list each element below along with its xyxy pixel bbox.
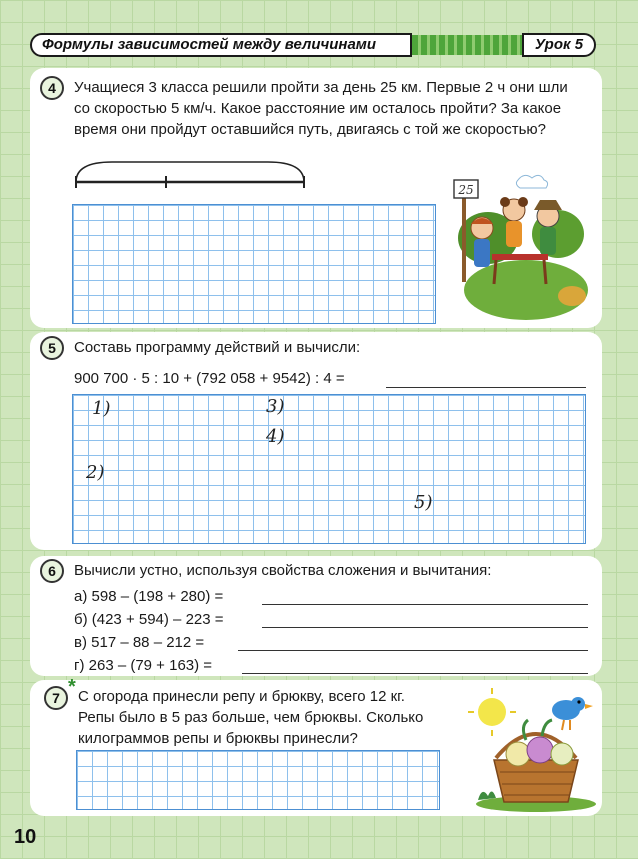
task-7-line-3: килограммов репы и брюквы принесли? bbox=[78, 730, 358, 747]
task-5-instruction: Составь программу действий и вычисли: bbox=[74, 339, 361, 356]
task-4-panel bbox=[30, 68, 602, 328]
header-stripe bbox=[412, 35, 522, 55]
task-6-number: 6 bbox=[40, 559, 64, 583]
task-5-panel bbox=[30, 332, 602, 550]
task-7-panel bbox=[30, 676, 602, 816]
task-7-line-2: Репы было в 5 раз больше, чем брюквы. Сколько bbox=[78, 709, 424, 726]
distance-segment-scheme bbox=[72, 156, 312, 192]
km-sign-number: 25 bbox=[458, 183, 474, 197]
task-7-number: 7 bbox=[44, 686, 68, 710]
task-5-answer-line[interactable] bbox=[386, 387, 586, 388]
step-mark-5: 5) bbox=[414, 492, 433, 513]
challenge-star: * bbox=[68, 676, 76, 698]
task-6-answer-d[interactable] bbox=[242, 673, 588, 674]
task-6-answer-a[interactable] bbox=[262, 604, 588, 605]
step-mark-1: 1) bbox=[92, 398, 111, 419]
task-6-item-a: а) 598 – (198 + 280) = bbox=[74, 588, 224, 605]
vegetable-basket-illustration bbox=[466, 682, 596, 812]
hiking-children-illustration bbox=[448, 168, 588, 328]
task-4-line-2: со скоростью 5 км/ч. Какое расстояние им осталось пройти? За какое bbox=[74, 100, 562, 117]
step-mark-3: 3) bbox=[266, 396, 285, 417]
task-6-item-c: в) 517 – 88 – 212 = bbox=[74, 634, 205, 651]
lesson-label: Урок 5 bbox=[522, 33, 596, 57]
task-6-panel bbox=[30, 556, 602, 676]
task-7-grid[interactable] bbox=[76, 750, 440, 810]
task-6-item-d: г) 263 – (79 + 163) = bbox=[74, 657, 213, 674]
task-6-instruction: Вычисли устно, используя свойства сложения и вычитания: bbox=[74, 562, 492, 579]
step-mark-2: 2) bbox=[86, 462, 105, 483]
task-5-grid[interactable] bbox=[72, 394, 586, 544]
page-number: 10 bbox=[14, 826, 37, 848]
task-5-number: 5 bbox=[40, 336, 64, 360]
task-6-answer-c[interactable] bbox=[238, 650, 588, 651]
task-7-line-1: С огорода принесли репу и брюкву, всего 12 кг. bbox=[78, 688, 405, 705]
task-6-item-b: б) (423 + 594) – 223 = bbox=[74, 611, 224, 628]
task-6-answer-b[interactable] bbox=[262, 627, 588, 628]
step-mark-4: 4) bbox=[266, 426, 285, 447]
task-4-line-3: время они пройдут оставшийся путь, двигаясь с той же скоростью? bbox=[74, 121, 547, 138]
lesson-header bbox=[30, 33, 596, 59]
task-5-expression: 900 700 · 5 : 10 + (792 058 + 9542) : 4 = bbox=[74, 370, 345, 387]
task-4-grid[interactable] bbox=[72, 204, 436, 324]
topic-title: Формулы зависимостей между величинами bbox=[30, 33, 412, 57]
task-4-number: 4 bbox=[40, 76, 64, 100]
task-4-line-1: Учащиеся 3 класса решили пройти за день 25 км. Первые 2 ч они шли bbox=[74, 79, 568, 96]
